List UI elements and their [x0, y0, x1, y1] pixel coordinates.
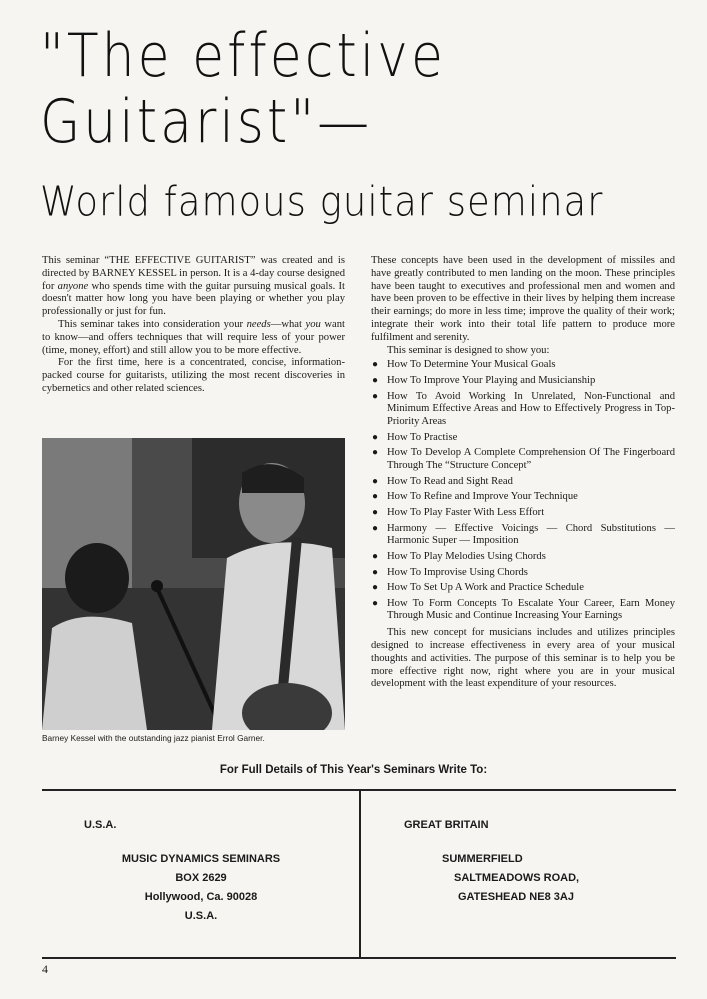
bullet-icon: ●: [372, 431, 379, 443]
goal-item: [371, 391, 675, 429]
left-column: [42, 255, 345, 396]
goal-item: [371, 359, 675, 372]
goal-text: How To Play Faster With Less Effort: [387, 506, 545, 518]
contact-heading: For Full Details of This Year's Seminars Write To:: [219, 764, 488, 776]
usa-address-line: BOX 2629: [175, 872, 227, 884]
goal-item: [371, 447, 675, 473]
uk-country-label: GREAT BRITAIN: [404, 819, 489, 831]
goal-text: How To Refine and Improve Your Technique: [387, 491, 578, 503]
uk-address-line: GATESHEAD NE8 3AJ: [458, 891, 574, 903]
goal-item: [371, 598, 675, 624]
goals-list: [371, 359, 675, 623]
page-number: 4: [42, 962, 48, 976]
needs-paragraph: This seminar takes into consideration your needs—what you want to know—and offers techniques that will require less of your power (time, money, effort) and still allow you to be more effective.: [42, 318, 345, 356]
photo-caption: Barney Kessel with the outstanding jazz pianist Errol Garner.: [42, 733, 265, 743]
usa-address-line: U.S.A.: [184, 910, 218, 922]
uk-address-line: SUMMERFIELD: [442, 853, 523, 865]
uk-address: [442, 853, 579, 910]
goal-text: How To Read and Sight Read: [387, 475, 513, 487]
goal-item: [371, 551, 675, 564]
bullet-icon: ●: [372, 359, 379, 371]
goal-text: How To Form Concepts To Escalate Your Career, Earn Money Through Music and Continue Increasing Your Earnings: [387, 597, 675, 622]
title-line-2: Guitarist"—: [40, 88, 373, 157]
bullet-icon: ●: [372, 390, 379, 402]
goal-item: [371, 523, 675, 549]
goal-text: Harmony — Effective Voicings — Chord Substitutions — Harmonic Super — Imposition: [387, 522, 675, 547]
goal-text: How To Improvise Using Chords: [387, 566, 528, 578]
first-time-paragraph: For the first time, here is a concentrated, concise, information-packed course for guitarists, utilizing the most recent discoveries in cybernetics and other related sciences.: [42, 357, 345, 394]
uk-address-line: SALTMEADOWS ROAD,: [454, 872, 580, 884]
goal-text: How To Avoid Working In Unrelated, Non-Functional and Minimum Effective Areas and How to Effectively Progress in Top-Priority Areas: [387, 390, 675, 428]
goal-text: How To Set Up A Work and Practice Schedule: [387, 582, 584, 594]
bullet-icon: ●: [372, 566, 379, 578]
bullet-icon: ●: [372, 447, 379, 459]
bullet-icon: ●: [372, 491, 379, 503]
bullet-icon: ●: [372, 582, 379, 594]
goal-item: [371, 507, 675, 520]
concepts-paragraph: These concepts have been used in the development of missiles and have greatly contributed to men landing on the moon. These principles have been taught to executives and professional men and women and have been proven to be effective in their lives by helping them increase their earnings; do more in less time; improve the quality of their work; integrate their work into their total life pattern to produce more fulfilment and serenity.: [371, 255, 675, 343]
photo-illustration: [42, 438, 345, 730]
title-line-1: "The effective: [40, 22, 446, 91]
goal-item: [371, 582, 675, 595]
goal-text: How To Play Melodies Using Chords: [387, 550, 546, 562]
goal-item: [371, 491, 675, 504]
bullet-icon: ●: [372, 522, 379, 534]
right-column: [371, 255, 675, 691]
bullet-icon: ●: [372, 597, 379, 609]
subtitle: World famous guitar seminar: [40, 178, 604, 226]
usa-address: [42, 853, 360, 929]
closing-paragraph: This new concept for musicians includes and utilizes principles designed to increase effectiveness in every area of your musical thoughts and activities. The purpose of this seminar is to help you be more effective right now, right where you are in your musical development with the least expenditure of your resources.: [371, 627, 675, 690]
bullet-icon: ●: [372, 550, 379, 562]
goal-text: How To Develop A Complete Comprehension Of The Fingerboard Through The “Structure Concept”: [387, 447, 675, 472]
bullet-icon: ●: [372, 475, 379, 487]
bullet-icon: ●: [372, 506, 379, 518]
seminar-photo: [42, 438, 345, 730]
usa-address-line: Hollywood, Ca. 90028: [144, 891, 258, 903]
bullet-icon: ●: [372, 374, 379, 386]
goal-item: [371, 375, 675, 388]
designed-paragraph: This seminar is designed to show you:: [387, 344, 550, 356]
goal-text: How To Improve Your Playing and Musicianship: [387, 374, 596, 386]
intro-paragraph: This seminar “THE EFFECTIVE GUITARIST” was created and is directed by BARNEY KESSEL in person. It is a 4-day course designed for anyone who spends time with the guitar pursuing musical goals. It doesn't matter how long you have been playing or whether you play professionally or just for fun.: [42, 255, 345, 318]
goal-item: [371, 476, 675, 489]
usa-address-line: MUSIC DYNAMICS SEMINARS: [121, 853, 281, 865]
goal-item: [371, 567, 675, 580]
goal-item: [371, 432, 675, 445]
goal-text: How To Determine Your Musical Goals: [387, 359, 556, 371]
usa-country-label: U.S.A.: [84, 819, 117, 831]
goal-text: How To Practise: [387, 431, 458, 443]
